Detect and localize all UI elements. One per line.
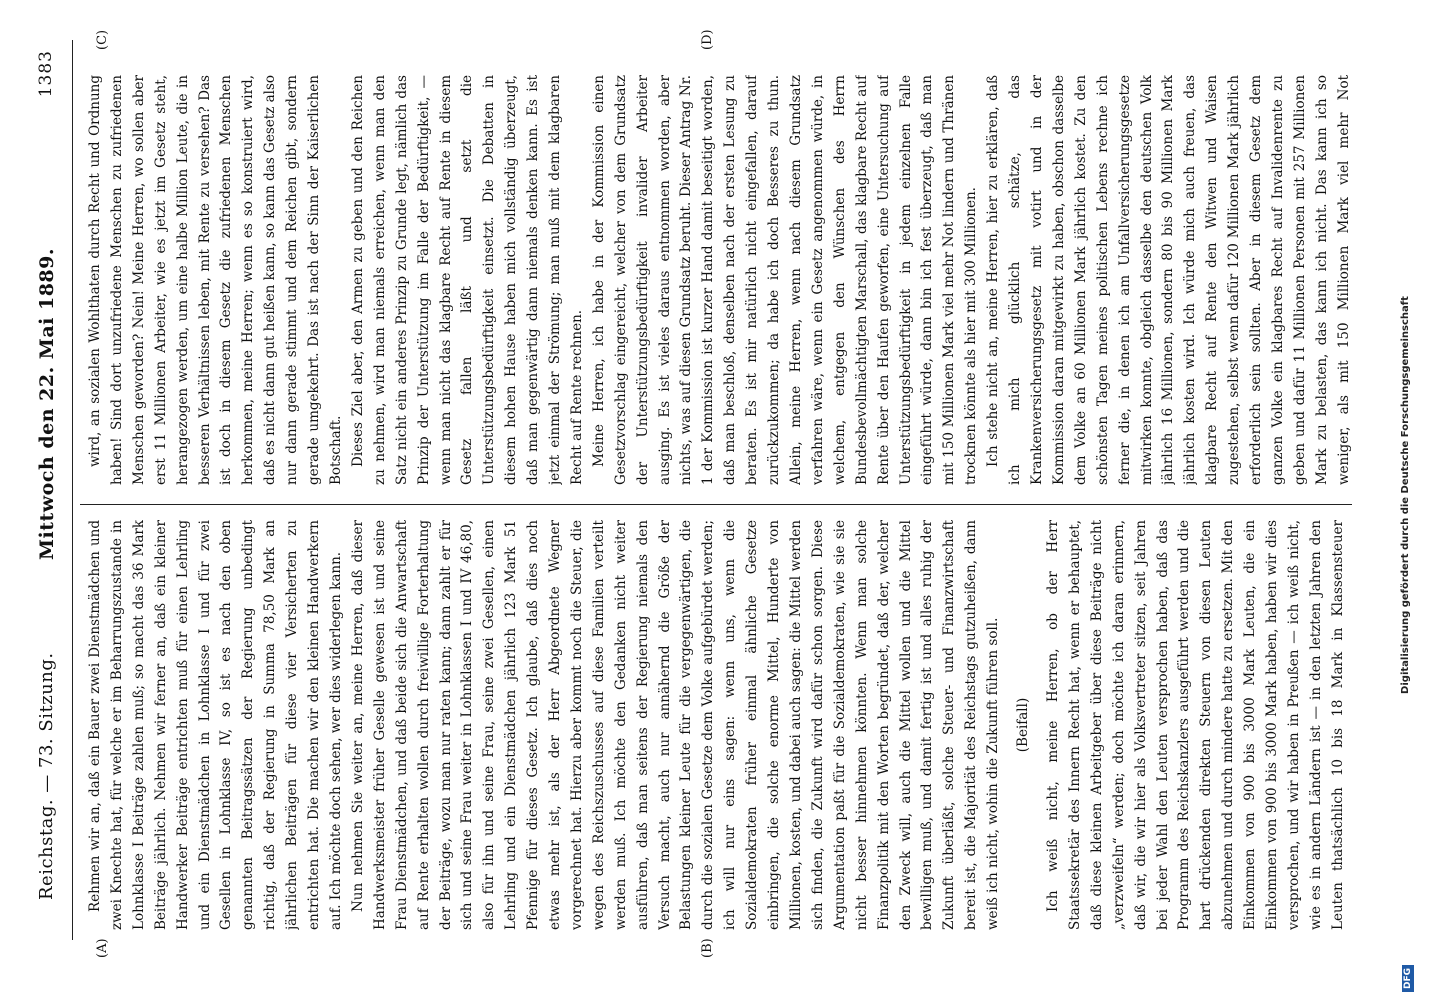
paragraph: Dieses Ziel aber, den Armen zu geben und den Reichen zu nehmen, wird man niemals erreichen, wenn man den Satz nicht ein anderes Prinzip zu Grunde legt, nämlich das Prinzip der Unterstützung im Falle der Bedürftigkeit, — wenn man nicht das klagbare Recht auf Rente in diesem Gesetz fallen läßt und setzt die Unterstützungsbedürftigkeit einsetzt. Die Debatten in diesem hohen Hause haben mich vollständig überzeugt, daß man gegenwärtig dann niemals denken kann. Es ist jetzt einmal der Strömung; man muß mit dem klagbaren Recht auf Rente rechnen. — [349, 75, 585, 485]
digitization-credit: Digitalisierung gefördert durch die Deutsche Forschungsgemeinschaft — [1400, 296, 1411, 694]
header-rule — [72, 40, 73, 940]
page-number: 1383 — [36, 50, 56, 98]
left-column — [85, 520, 1352, 930]
paragraph: wird, an sozialen Wohlthaten durch Recht und Ordnung haben! Sind dort unzufriedene Menschen zu zufriedenen Menschen geworden? Nein! Meine Herren, wo sollen aber erst 11 Millionen Arbeiter, wie es jetzt im Gesetz steht, herangezogen werden, um eine halbe Million Leute, die in besseren Verhältnissen leben, mit Rente zu versehen? Das ist doch in diesem Gesetz die zufriedenen Menschen herkommen, meine Herren; wenn es so konstruiert wird, daß es nicht dann gut heißen kann, so kann das Gesetz also nur dann gerade stimmt und dem Reichen gibt, sondern gerade umgekehrt. Das ist nach der Sinn der Kaiserlichen Botschaft. — [87, 75, 344, 485]
paragraph: Nun nehmen Sie weiter an, meine Herren, daß dieser Handwerksmeister früher Geselle gewesen ist und seine Frau Dienstmädchen, und daß beide sich die Anwartschaft auf Rente erhalten wollen durch freiwillige Forterhaltung der Beiträge, wozu man nur raten kann; dann zahlt er für sich und seine Frau weiter in Lohnklassen I und IV 46,80, also für ihn und seine Frau, seine zwei Gesellen, einen Lehrling und ein Dienstmädchen jährlich 123 Mark 51 Pfennige für dieses Gesetz. Ich glaube, daß dies noch etwas mehr ist, als der Herr Abgeordnete Wegner vorgerechnet hat. Hierzu aber kommt noch die Steuer, die wegen des Reichszuschusses auf diese Familien verteilt werden muß. Ich möchte den Gedanken nicht weiter ausführen, daß man seitens der Regierung niemals den Versuch macht, auch nur annähernd die Größe der Belastungen kleiner Leute für die vergegenwärtigen, die durch die sozialen Gesetze dem Volke aufgebürdet werden; ich will nur eins sagen: wenn uns, wenn die Sozialdemokraten früher einmal ähnliche Gesetze einbringen, die solche enorme Mittel, Hunderte von Millionen, kosten, und dabei auch sagen: die Mittel werden sich finden, die Zukunft wird dafür schon sorgen. Diese Argumentation paßt für die Sozialdemokraten, wie sie sie nicht besser hinnehmen könnten. Wenn man solche Finanzpolitik mit den Worten begründet, daß der, welcher den Zweck will, auch die Mittel wollen und die Mittel bewilligen muß, und damit fertig ist und alles ruhig der Zukunft überläßt, solche Steuer- und Finanzwirtschaft bereit ist, die Majorität des Reichstags gutzuheißen, dann weiß ich nicht, wohin die Zukunft führen soll. — [349, 520, 1002, 930]
paragraph: Ich stehe nicht an, meine Herren, hier zu erklären, daß ich mich glücklich schätze, das Krankenversicherungsgesetz mit votirt und in der Kommission daran mitgewirkt zu haben, obschon dasselbe dem Volke an 60 Millionen Mark jährlich kostet. Zu den schönsten Tagen meines politischen Lebens rechne ich ferner die, in denen ich am Unfallversicherungsgesetze mitwirken konnte, obgleich dasselbe den deutschen Volk jährlich 16 Millionen, sondern 80 bis 90 Millionen Mark jährlich kosten wird. Ich würde mich auch freuen, das klagbare Recht auf Rente den Witwen und Waisen zugestehen, selbst wenn dafür 120 Millionen Mark jährlich erforderlich sein sollten. Aber in diesem Gesetz dem ganzen Volke ein klagbares Recht auf Invalidenrente zu geben und dafür 11 Millionen Personen mit 257 Millionen Mark zu belasten, das kann ich nicht. Das kann ich so weniger, als mit 150 Millionen Mark viel mehr Not — [985, 75, 1352, 485]
header-session: Reichstag. — 73. Sitzung. — [36, 652, 57, 900]
paragraph: Rehmen wir an, daß ein Bauer zwei Dienstmädchen und zwei Knechte hat, für welche er im Beharrungszustande in Lohnklasse I Beiträge zahlen muß; so macht das 36 Mark Beiträge jährlich. Nehmen wir ferner an, daß ein kleiner Handwerker Beiträge entrichten muß für einen Lehrling und ein Dienstmädchen in Lohnklasse I und für zwei Gesellen in Lohnklasse IV, so ist es nach den oben genannten Beitragssätzen der Regierung unbedingt richtig, daß der Regierung in Summa 78,50 Mark an jährlichen Beiträgen für diese vier Versicherten zu entrichten hat. Die machen wir den kleinen Handwerkern auf. Ich möchte doch sehen, wer dies widerlegen kann. — [87, 520, 344, 930]
margin-mark-a: (A) — [95, 938, 110, 958]
header-date: Mittwoch den 22. Mai 1889. — [36, 248, 58, 560]
paragraph: Ich weiß nicht, meine Herren, ob der Herr Staatssekretär des Innern Recht hat, wenn er behauptet, daß diese kleinen Arbeitgeber über diese Beiträge nicht „verzweifeln“ werden; doch möchte ich daran erinnern, daß wir, die wir hier als Volksvertreter sitzen, seit Jahren bei jeder Wahl den Leuten versprochen haben, daß das Programm des Reichskanzlers ausgeführt werden und die hart drückenden direkten Steuern von diesen Leuten abzunehmen und durch mindere hatte zu ersetzen. Mit den Einkommen von 900 bis 3000 Mark Leuten, die ein Einkommen von 900 bis 3000 Mark haben, haben wir dies versprochen, und wir haben in Preußen — ich weiß nicht, wie es in andern Ländern ist — in den letzten Jahren den Leuten thatsächlich 10 bis 18 Mark in Klassensteuer — [1044, 520, 1346, 930]
paragraph: Meine Herren, ich habe in der Kommission einen Gesetzvorschlag eingereicht, welcher von dem Grundsatz der Unterstützungsbedürftigkeit invalider Arbeiter ausging. Es ist vieles daraus entnommen worden, aber nichts, was auf diesen Grundsatz beruht. Dieser Antrag Nr. 1 der Kommission ist kurzer Hand damit beseitigt worden, daß man beschloß, denselben nach der ersten Lesung zu beraten. Es ist mir natürlich nicht eingefallen, darauf zurückzukommen; da habe ich doch Besseres zu thun. Allein, meine Herren, wenn nach diesem Grundsatz verfahren wäre, wenn ein Gesetz angenommen würde, in welchem, entgegen den Wünschen des Herrn Bundesbevollmächtigten Marschall, das klagbare Recht auf Rente über den Haufen geworfen, eine Untersuchung auf Unterstützungsbedürftigkeit in jedem einzelnen Falle eingeführt würde, dann bin ich fest überzeugt, daß man mit 150 Millionen Mark viel mehr Not lindern und Thränen trocknen könnte als hier mit 300 Millionen. — [590, 75, 980, 485]
interjection: (Beifall) — [1015, 697, 1032, 753]
margin-mark-d: (D) — [700, 29, 715, 50]
margin-mark-c: (C) — [95, 29, 110, 50]
dfg-logo: DFG — [1402, 965, 1414, 992]
margin-mark-b: (B) — [700, 938, 715, 958]
right-column — [85, 75, 1352, 485]
column-divider — [80, 504, 1352, 505]
page-header — [30, 40, 70, 940]
